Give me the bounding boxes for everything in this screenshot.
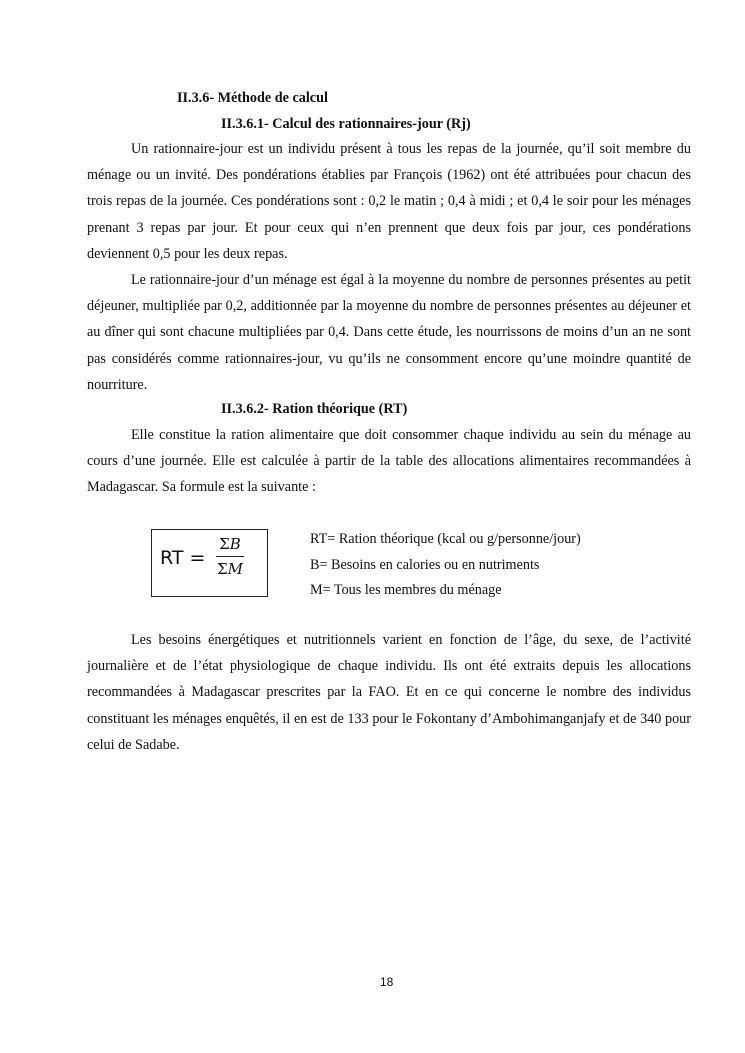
page-number: 18	[380, 975, 394, 989]
subsection-heading-ration-theorique: II.3.6.2- Ration théorique (RT)	[221, 401, 408, 417]
paragraph-rationnaire-calcul: Le rationnaire-jour d’un ménage est égal à la moyenne du nombre de personnes présentes au petit déjeuner, multipliée par 0,2, additionnée par la moyenne du nombre de personnes présentes au déjeuner et au dîner qui sont chacune multipliées par 0,4. Dans cette étude, les nourrissons de moins d’un an ne sont pas considérés comme rationnaires-jour, vu qu’ils ne consomment encore qu’une moindre quantité de nourriture.	[87, 272, 691, 393]
paragraph-rationnaire-definition: Un rationnaire-jour est un individu présent à tous les repas de la journée, qu’il soit membre du ménage ou un invité. Des pondérations établies par François (1962) ont été attribuées pour chacun des trois repas de la journée. Ces pondérations sont : 0,2 le matin ; 0,4 à midi ; et 0,4 le soir pour les ménages prenant 3 repas par jour. Et pour ceux qui n’en prennent que deux fois par jour, ces pondérations deviennent 0,5 pour les deux repas.	[87, 141, 691, 262]
fraction-bar	[216, 556, 244, 557]
formula-legend	[310, 527, 581, 604]
denominator-sigma: Σ	[217, 560, 228, 578]
formula-denominator	[216, 559, 244, 579]
formula-box	[151, 529, 268, 597]
subsection-heading-rationnaires: II.3.6.1- Calcul des rationnaires-jour (Rj)	[221, 116, 471, 132]
formula-lhs: RT =	[160, 547, 206, 569]
formula-numerator	[216, 534, 244, 554]
paragraph-besoins: Les besoins énergétiques et nutritionnels varient en fonction de l’âge, du sexe, de l’activité journalière et de l’état physiologique de chaque individu. Ils ont été extraits depuis les allocations recommandées à Madagascar prescrites par la FAO. Et en ce qui concerne le nombre des individus constituant les ménages enquêtés, il en est de 133 pour le Fokontany d’Ambohimanganjafy et de 340 pour celui de Sadabe.	[87, 632, 691, 753]
legend-item-m: M= Tous les membres du ménage	[310, 582, 502, 598]
legend-item-rt: RT= Ration théorique (kcal ou g/personne/jour)	[310, 531, 581, 547]
formula-fraction	[216, 534, 244, 579]
numerator-sigma: Σ	[219, 535, 230, 553]
numerator-variable: B	[229, 535, 241, 553]
denominator-variable: M	[227, 560, 243, 578]
section-heading: II.3.6- Méthode de calcul	[177, 90, 328, 106]
legend-item-b: B= Besoins en calories ou en nutriments	[310, 556, 540, 573]
paragraph-ration-theorique: Elle constitue la ration alimentaire que doit consommer chaque individu au sein du ménage au cours d’une journée. Elle est calculée à partir de la table des allocations alimentaires recommandées à Madagascar. Sa formule est la suivante :	[87, 427, 691, 496]
